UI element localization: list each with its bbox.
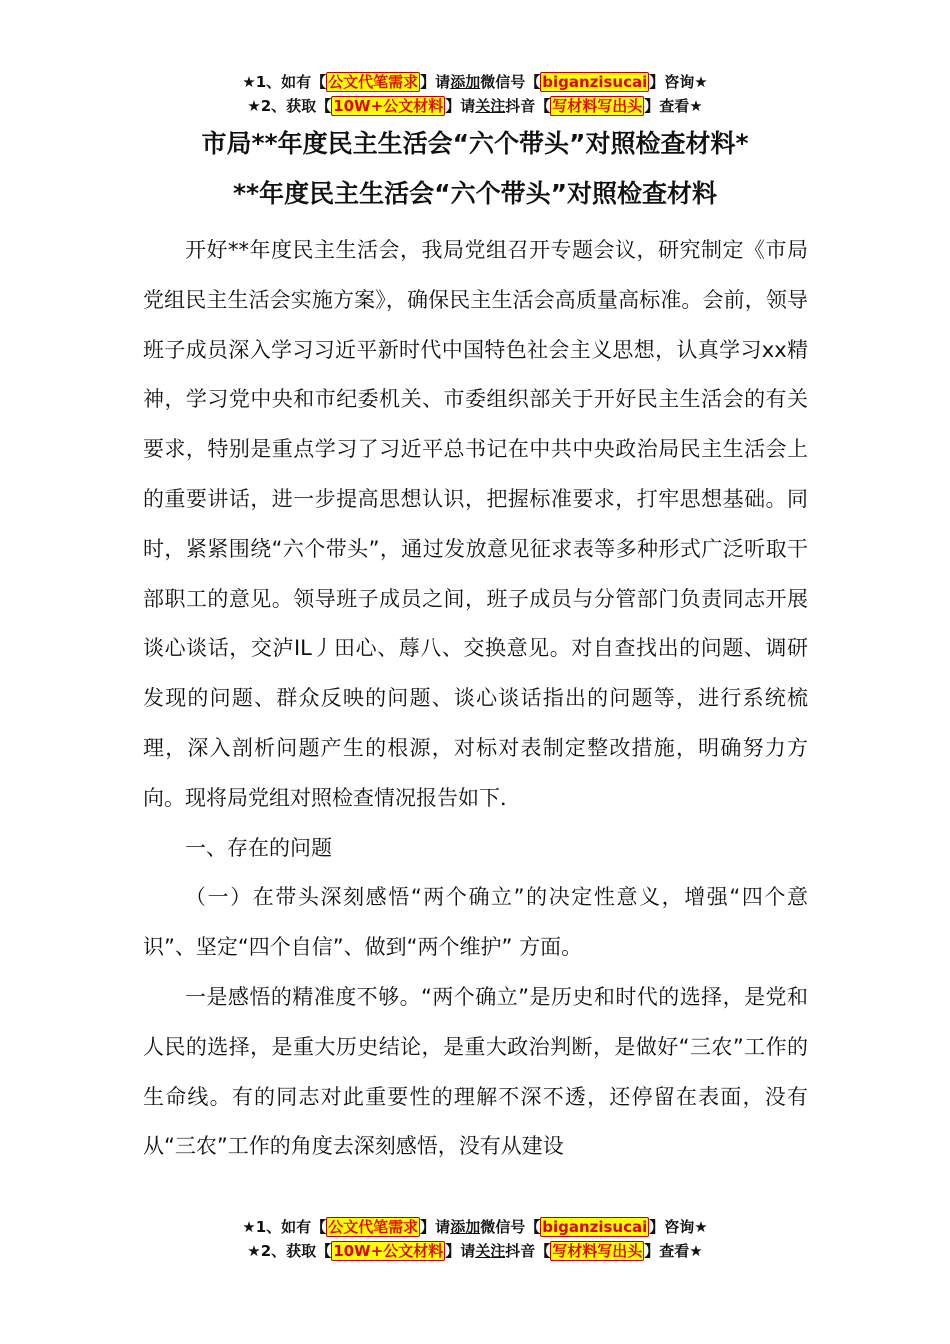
- banner-text: 】咨询★: [649, 1218, 708, 1236]
- banner-text: 抖音【: [505, 97, 551, 115]
- banner-text: 】请: [420, 73, 451, 91]
- top-banner: [0, 70, 950, 118]
- banner-highlight: 10W+公文材料: [333, 97, 444, 115]
- banner-underline: 添加: [450, 73, 481, 91]
- banner-highlight: 公文代笔需求: [328, 1218, 419, 1236]
- bottom-banner: [0, 1215, 950, 1263]
- banner-text: 】请: [445, 1242, 476, 1260]
- banner-text: 】咨询★: [649, 73, 708, 91]
- banner-highlight: 10W+公文材料: [333, 1242, 444, 1260]
- banner-highlight: biganzisucai: [542, 1218, 648, 1236]
- banner-line-2: [0, 1239, 950, 1263]
- banner-highlight: 写材料写出头: [552, 1242, 643, 1260]
- banner-text: 抖音【: [505, 1242, 551, 1260]
- banner-text: ★2、获取【: [247, 1242, 332, 1260]
- banner-highlight: biganzisucai: [542, 73, 648, 91]
- section-heading: 一、存在的问题: [185, 835, 332, 860]
- banner-line-1: [0, 1215, 950, 1239]
- banner-line-1: [0, 70, 950, 94]
- paragraph-intro: 开好**年度民主生活会，我局党组召开专题会议，研究制定《市局党组民主生活会实施方案》，确保民主生活会高质量高标准。会前，领导班子成员深入学习习近平新时代中国特色社会主义思想，认真学习xx精神，学习党中央和市纪委机关、市委组织部关于开好民主生活会的有关要求，特别是重点学习了习近平总书记在中共中央政治局民主生活会上的重要讲话，进一步提高思想认识，把握标准要求，打牢思想基础。同时，紧紧围绕“六个带头”，通过发放意见征求表等多种形式广泛听取干部职工的意见。领导班子成员之间，班子成员与分管部门负责同志开展谈心谈话，交泸IL丿田心、蓐八、交换意见。对自查找出的问题、调研发现的问题、群众反映的问题、谈心谈话指出的问题等，进行系统梳理，深入剖析问题产生的根源，对标对表制定整改措施，明确努力方向。现将局党组对照检查情况报告如下．: [143, 238, 808, 810]
- banner-underline: 关注: [475, 1242, 506, 1260]
- banner-text: ★1、如有【: [242, 1218, 327, 1236]
- banner-text: 微信号【: [480, 73, 541, 91]
- banner-text: 】查看★: [644, 97, 703, 115]
- banner-highlight: 公文代笔需求: [328, 73, 419, 91]
- banner-highlight: 写材料写出头: [552, 97, 643, 115]
- document-title: 市局**年度民主生活会“六个带头”对照检查材料*: [201, 129, 749, 158]
- banner-text: 】查看★: [644, 1242, 703, 1260]
- banner-text: 】请: [445, 97, 476, 115]
- banner-underline: 关注: [475, 97, 506, 115]
- paragraph-point-1: 一是感悟的精准度不够。“两个确立”是历史和时代的选择，是党和人民的选择，是重大历史结论，是重大政治判断，是做好“三农”工作的生命线。有的同志对此重要性的理解不深不透，还停留在表面，没有从“三农”工作的角度去深刻感悟，没有从建设: [143, 984, 808, 1159]
- banner-text: ★1、如有【: [242, 73, 327, 91]
- banner-underline: 添加: [450, 1218, 481, 1236]
- banner-text: 】请: [420, 1218, 451, 1236]
- banner-line-2: [0, 94, 950, 118]
- document-body: [143, 226, 808, 1172]
- subsection-heading: （一）在带头深刻感悟“两个确立”的决定性意义，增强“四个意识”、坚定“四个自信”、做到“两个维护” 方面。: [143, 885, 808, 960]
- document-subtitle: **年度民主生活会“六个带头”对照检查材料: [232, 179, 717, 208]
- banner-text: 微信号【: [480, 1218, 541, 1236]
- banner-text: ★2、获取【: [247, 97, 332, 115]
